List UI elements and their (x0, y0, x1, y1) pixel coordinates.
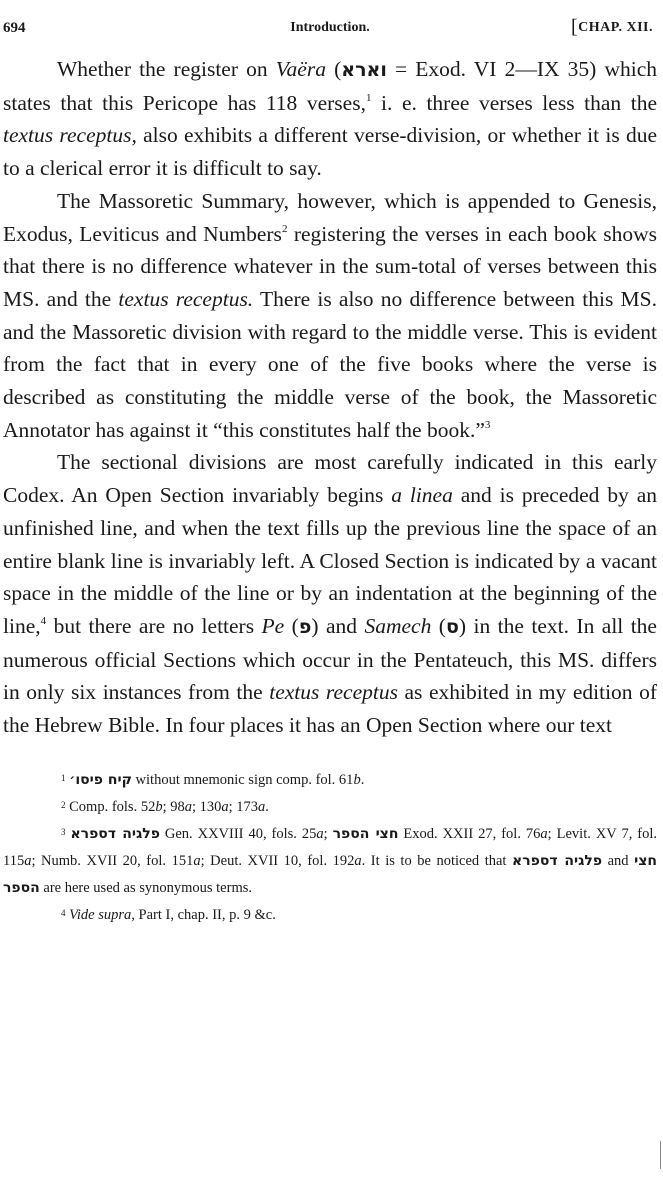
italic-term: a (193, 852, 201, 869)
italic-term: Samech (364, 613, 432, 638)
footnote-4 (3, 902, 657, 929)
hebrew-letter: ס (445, 615, 459, 638)
text-run: ; 173 (228, 798, 259, 815)
footnote-number: 2 (61, 799, 66, 810)
text-run: ; 98 (162, 798, 185, 815)
footnote-number: 3 (61, 826, 66, 837)
page-edge-mark (660, 1141, 661, 1169)
text-run: and (602, 852, 635, 869)
paragraph-2 (3, 185, 657, 447)
italic-term: a (24, 852, 32, 869)
italic-term: b (155, 798, 163, 815)
text-run: There is also no difference between this MS. and the Massoretic division with regard to the middle verse. This is evident from the fact that in every one of the five books where the verse is described as constituting the middle verse of the book, the Massoretic Annotator has against it “this constitutes half the book.” (3, 286, 657, 442)
italic-term: Vaëra (275, 57, 326, 81)
hebrew-term: וארא (341, 59, 387, 81)
italic-term: a (540, 825, 548, 842)
footnote-ref: 2 (281, 222, 288, 235)
text-run: Whether the register on (57, 57, 276, 81)
footnote-2 (3, 794, 657, 821)
chapter-text: CHAP. XII. (578, 20, 653, 35)
text-run: . (265, 798, 269, 815)
text-run: i. e. three verses less than the (371, 90, 657, 115)
hebrew-term: פלגיה דספרא (512, 852, 603, 869)
italic-term: a (316, 825, 324, 842)
italic-term: a (354, 852, 362, 869)
footnote-number: 1 (61, 772, 66, 783)
italic-term: textus receptus, (3, 123, 137, 148)
text-run: ) in the text. In all the numerous official Sections which occur in the Pentateuch, this MS. differs in only six instances from the (3, 613, 657, 705)
text-run: ; Levit. XV 7, fol. 115 (3, 825, 658, 869)
main-text (3, 53, 657, 742)
text-run: ( (284, 613, 299, 638)
footnote-ref: 1 (365, 91, 372, 104)
footnote-ref: 4 (40, 614, 47, 627)
text-run: as exhibited in my edition of the Hebrew Bible. In four places it has an Open Section where our text (3, 680, 658, 738)
text-run: = Exod. VI 2—IX 35) which states that this Pericope has 118 verses, (3, 57, 657, 115)
italic-term: textus receptus. (118, 286, 254, 311)
italic-term: Vide supra, (69, 906, 135, 923)
running-header (3, 16, 657, 40)
text-run: ; (323, 825, 333, 842)
text-run: without mnemonic sign comp. fol. 61 (131, 771, 354, 788)
hebrew-letter: פ (298, 615, 312, 638)
text-run: Part I, chap. II, p. 9 &c. (134, 906, 276, 923)
text-run: ) and (311, 613, 365, 638)
text-run: Gen. XXVIII 40, fols. 25 (159, 825, 317, 842)
text-run: . (360, 771, 365, 788)
italic-term: Pe (261, 613, 285, 638)
italic-term: b (353, 771, 361, 788)
footnote-ref: 3 (484, 418, 491, 431)
bracket-glyph: [ (570, 16, 579, 38)
text-run: also exhibits a different verse-division, or whether it is due to a clerical error it is difficult to say. (3, 123, 658, 181)
footnote-number: 4 (61, 907, 66, 918)
italic-term: textus receptus (269, 680, 398, 705)
paragraph-3 (3, 446, 657, 741)
hebrew-term: חצי הספר (3, 852, 657, 896)
italic-term: a linea (391, 483, 453, 508)
text-run: ; Deut. XVII 10, fol. 192 (200, 852, 355, 869)
text-run: and is preceded by an unfinished line, and when the text fills up the previous line the space of an entire blank line is invariably left. A Closed Section is indicated by a vacant space in the middle of the line or by an indentation at the beginning of the line, (3, 483, 657, 638)
hebrew-term: חצי הספר (332, 825, 399, 842)
text-run: Exod. XXII 27, fol. 76 (398, 825, 541, 842)
footnote-3 (3, 821, 657, 902)
text-run: ( (431, 613, 446, 638)
text-run: Comp. fols. 52 (69, 798, 156, 815)
footnotes (3, 767, 657, 929)
hebrew-term: פלגיה דספרא (70, 825, 160, 842)
running-title: Introduction. (290, 20, 370, 35)
text-run: The sectional divisions are most carefully indicated in this early Codex. An Open Section invariably begins (3, 450, 657, 508)
text-run: ; 130 (191, 798, 222, 815)
text-run: . It is to be noticed that (361, 852, 513, 869)
page-number: 694 (3, 20, 26, 36)
text-run: ; Numb. XVII 20, fol. 151 (31, 852, 194, 869)
chapter-label (571, 16, 653, 39)
text-run: registering the verses in each book shows that there is no difference whatever in the sum-total of verses between this MS. and the (3, 221, 657, 311)
italic-term: a (184, 798, 192, 815)
footnote-1 (3, 767, 657, 794)
text-run: The Massoretic Summary, however, which is appended to Genesis, Exodus, Leviticus and Numbers (3, 188, 657, 246)
paragraph-1 (3, 53, 657, 185)
text-run: but there are no letters (46, 613, 262, 638)
italic-term: a (221, 798, 229, 815)
italic-term: a (258, 798, 266, 815)
text-run: ( (325, 57, 342, 81)
hebrew-term: קיח פיסו׳ (69, 771, 132, 788)
text-run: are here used as synonymous terms. (39, 879, 252, 896)
